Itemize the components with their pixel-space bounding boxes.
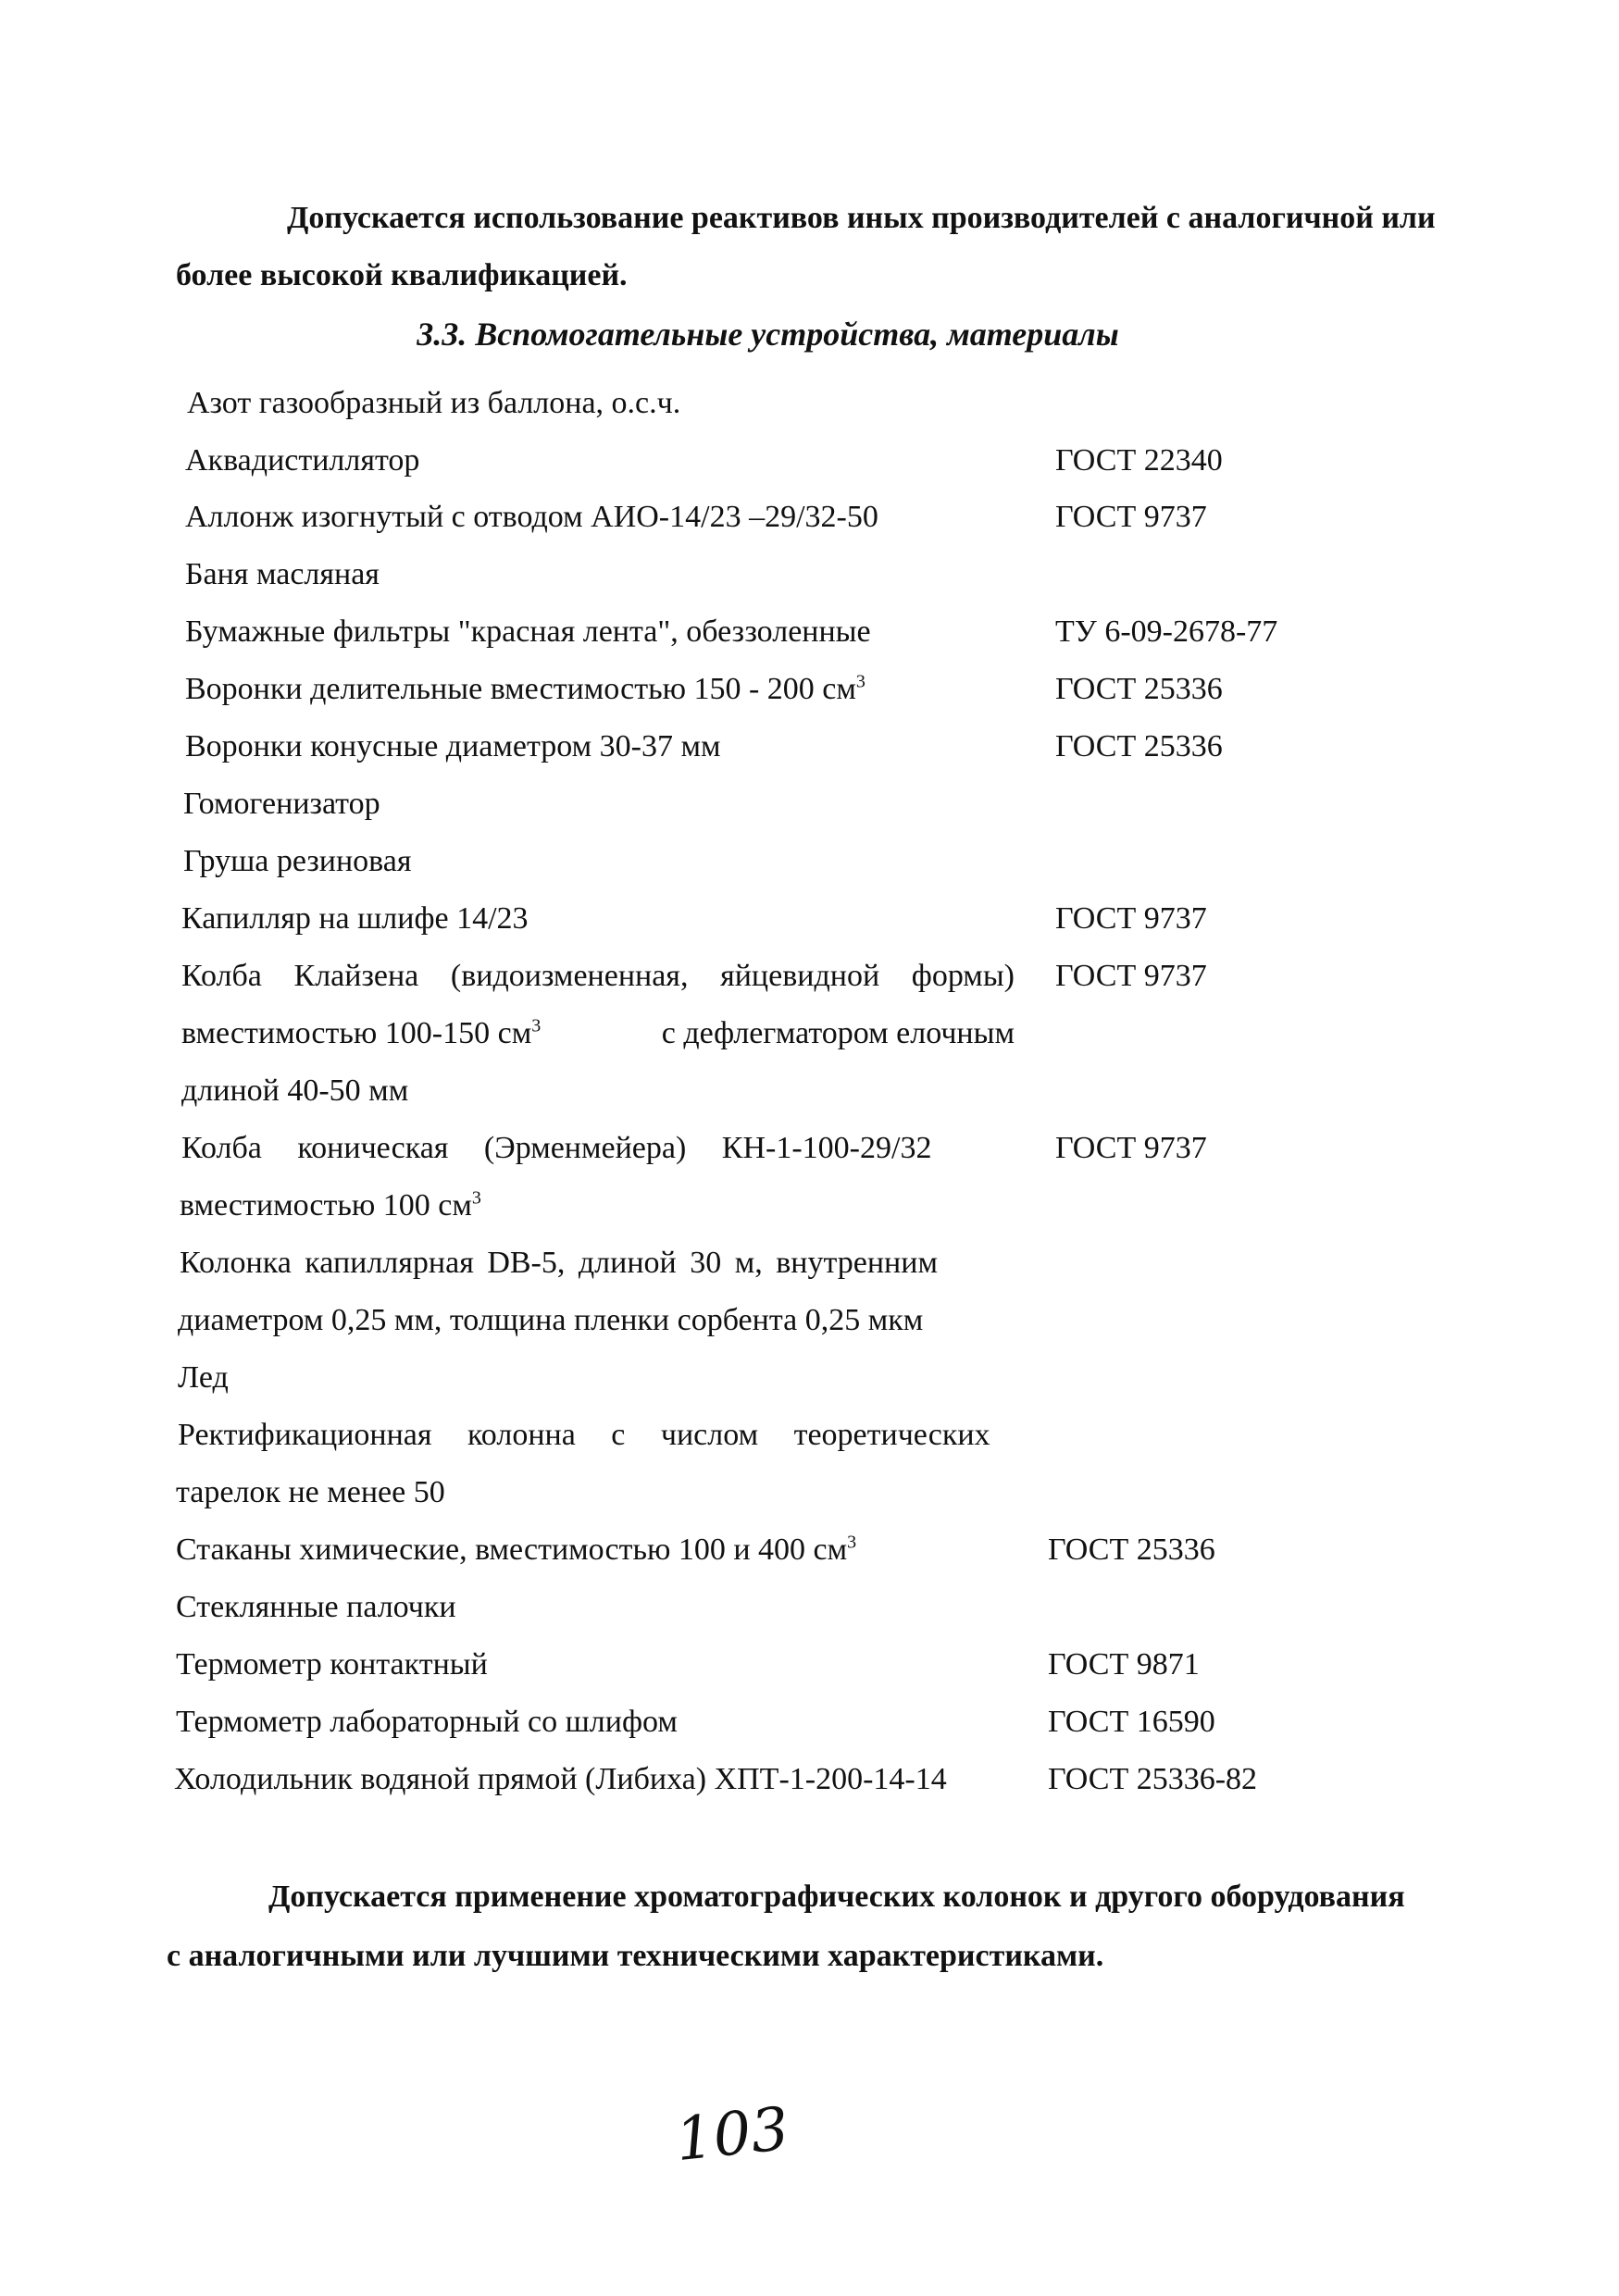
item-name: длиной 40-50 мм	[181, 1074, 409, 1108]
item-name	[185, 661, 866, 718]
item-name: Термометр контактный	[176, 1647, 488, 1682]
item-name-text: вместимостью 100 см	[180, 1188, 472, 1222]
item-name-text: вместимостью 100-150 $см^3$	[181, 1015, 542, 1050]
item-name-text: Воронки делительные вместимостью 150 - 200 см	[185, 672, 856, 706]
item-standard: ГОСТ 25336-82	[1048, 1762, 1258, 1796]
superscript: 3	[847, 1532, 857, 1553]
item-standard: ГОСТ 9737	[1055, 500, 1207, 534]
item-standard: ТУ 6-09-2678-77	[1055, 614, 1278, 649]
item-name	[176, 1521, 856, 1579]
item-standard: ГОСТ 9871	[1048, 1647, 1200, 1682]
item-standard: ГОСТ 25336	[1055, 672, 1223, 706]
item-name-text: Стаканы химические, вместимостью 100 и 400 см	[176, 1533, 848, 1567]
item-name	[181, 1005, 1015, 1062]
item-name: Воронки конусные диаметром 30-37 мм	[185, 729, 721, 763]
outro-line-1: Допускается применение хроматографических колонок и другого оборудования	[268, 1880, 1405, 1914]
section-heading: 3.3. Вспомогательные устройства, материалы	[417, 316, 1119, 353]
item-standard: ГОСТ 9737	[1055, 1131, 1207, 1165]
item-name: Бумажные фильтры "красная лента", обеззоленные	[185, 614, 871, 649]
item-name: Колба коническая (Эрменмейера) КН-1-100-29/32	[181, 1131, 932, 1165]
intro-line-2: более высокой квалификацией.	[176, 258, 628, 292]
outro-paragraph	[167, 1868, 1426, 1986]
item-standard: ГОСТ 25336	[1048, 1533, 1215, 1567]
item-name: Термометр лабораторный со шлифом	[176, 1705, 678, 1739]
item-name: Лед	[178, 1360, 229, 1395]
item-name: диаметром 0,25 мм, толщина пленки сорбента 0,25 мкм	[178, 1303, 924, 1337]
item-name: Аквадистиллятор	[185, 443, 420, 478]
item-standard: ГОСТ 9737	[1055, 901, 1207, 936]
item-name-tail: с дефлегматором елочным	[661, 1016, 1015, 1050]
item-name: Гомогенизатор	[183, 787, 380, 821]
item-name: Колба Клайзена (видоизмененная, яйцевидной формы)	[181, 959, 1015, 993]
item-standard: ГОСТ 25336	[1055, 729, 1223, 763]
page-number: 103	[672, 2094, 792, 2176]
intro-paragraph	[176, 190, 1453, 304]
item-name: Аллонж изогнутый с отводом АИО-14/23 –29/32-50	[185, 500, 878, 534]
item-name: Груша резиновая	[183, 844, 412, 878]
item-standard: ГОСТ 22340	[1055, 443, 1223, 478]
item-name: Холодильник водяной прямой (Либиха) ХПТ-1-200-14-14	[174, 1762, 947, 1796]
item-name: Колонка капиллярная DB-5, длиной 30 м, внутренним	[180, 1246, 938, 1280]
item-standard: ГОСТ 16590	[1048, 1705, 1215, 1739]
item-name: Азот газообразный из баллона, о.с.ч.	[187, 386, 681, 420]
superscript: 3	[471, 1187, 481, 1209]
outro-line-2: с аналогичными или лучшими техническими характеристиками.	[167, 1939, 1104, 1973]
superscript: 3	[531, 1015, 542, 1036]
item-standard: ГОСТ 9737	[1055, 959, 1207, 993]
item-name: Баня масляная	[185, 557, 380, 591]
item-name: тарелок не менее 50	[176, 1475, 445, 1509]
item-name: Капилляр на шлифе 14/23	[181, 901, 529, 936]
item-name: Стеклянные палочки	[176, 1590, 456, 1624]
item-name: Ректификационная колонна с числом теоретических	[178, 1418, 990, 1452]
intro-line-1: Допускается использование реактивов иных производителей с аналогичной или	[287, 201, 1436, 235]
item-name	[180, 1177, 481, 1235]
superscript: 3	[855, 671, 866, 692]
